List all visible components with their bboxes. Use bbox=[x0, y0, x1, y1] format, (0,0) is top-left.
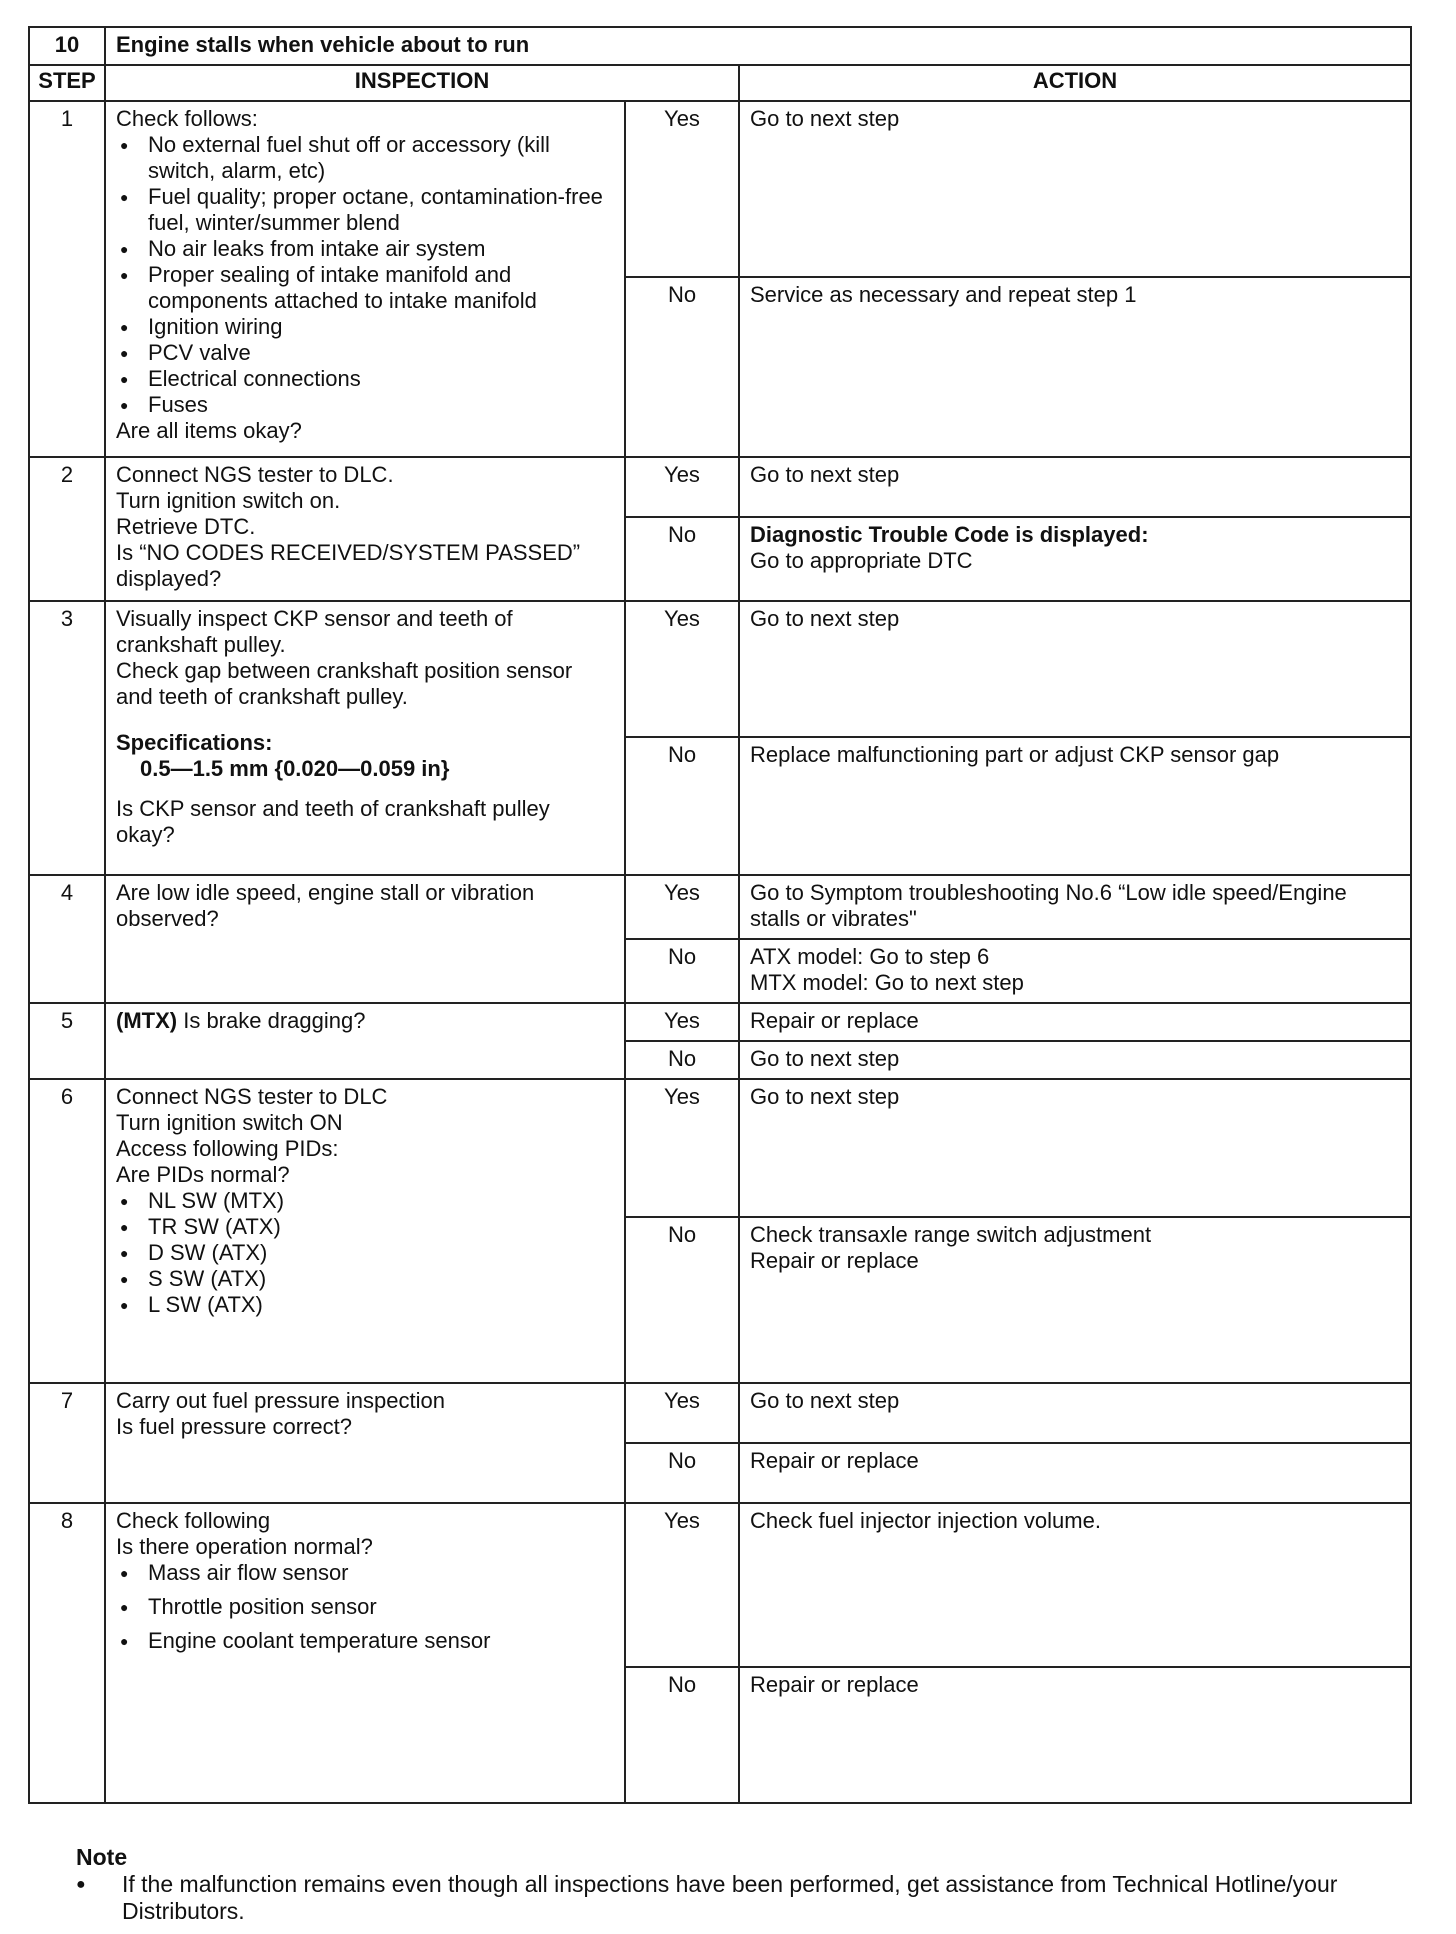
no-action: Service as necessary and repeat step 1 bbox=[739, 277, 1411, 457]
inspection-question: Are all items okay? bbox=[116, 418, 302, 443]
inspection-line: Retrieve DTC. bbox=[116, 514, 256, 539]
yes-label: Yes bbox=[625, 101, 739, 277]
no-action-line: Check transaxle range switch adjustment bbox=[750, 1222, 1152, 1247]
table-row bbox=[29, 1079, 1411, 1217]
yes-action: Go to Symptom troubleshooting No.6 “Low idle speed/Engine stalls or vibrates" bbox=[739, 875, 1411, 939]
pid-list bbox=[116, 1188, 614, 1318]
inspection-line: Access following PIDs: bbox=[116, 1136, 339, 1161]
yes-action: Go to next step bbox=[739, 457, 1411, 517]
list-item: ● D SW (ATX) bbox=[116, 1240, 614, 1266]
note-section bbox=[76, 1844, 1416, 1925]
yes-action: Check fuel injector injection volume. bbox=[739, 1503, 1411, 1667]
list-item: ● No external fuel shut off or accessory (kill switch, alarm, etc) bbox=[116, 132, 614, 184]
list-item: ● Fuel quality; proper octane, contamination-free fuel, winter/summer blend bbox=[116, 184, 614, 236]
yes-label: Yes bbox=[625, 1503, 739, 1667]
yes-label: Yes bbox=[625, 875, 739, 939]
yes-action: Go to next step bbox=[739, 1079, 1411, 1217]
troubleshooting-sheet bbox=[28, 26, 1410, 1804]
inspection-cell bbox=[105, 1079, 625, 1383]
model-prefix: (MTX) bbox=[116, 1008, 178, 1033]
yes-label: Yes bbox=[625, 1383, 739, 1443]
inspection-line: Connect NGS tester to DLC bbox=[116, 1084, 388, 1109]
no-label: No bbox=[625, 517, 739, 601]
no-action: Replace malfunctioning part or adjust CKP sensor gap bbox=[739, 737, 1411, 875]
step-number: 1 bbox=[29, 101, 105, 457]
yes-action: Repair or replace bbox=[739, 1003, 1411, 1041]
table-row bbox=[29, 875, 1411, 939]
procedure-title: Engine stalls when vehicle about to run bbox=[105, 27, 1411, 65]
header-action: ACTION bbox=[739, 65, 1411, 101]
inspection-line: Carry out fuel pressure inspection bbox=[116, 1388, 445, 1413]
no-label: No bbox=[625, 1041, 739, 1079]
inspection-line: Connect NGS tester to DLC. bbox=[116, 462, 394, 487]
step-number: 2 bbox=[29, 457, 105, 601]
no-label: No bbox=[625, 277, 739, 457]
list-item: ● TR SW (ATX) bbox=[116, 1214, 614, 1240]
no-label: No bbox=[625, 1443, 739, 1503]
yes-action: Go to next step bbox=[739, 101, 1411, 277]
yes-label: Yes bbox=[625, 601, 739, 737]
no-action-line: Repair or replace bbox=[750, 1248, 919, 1273]
list-item: ● Mass air flow sensor bbox=[116, 1560, 614, 1586]
table-row bbox=[29, 457, 1411, 517]
inspection-question: Is fuel pressure correct? bbox=[116, 1414, 352, 1439]
inspection-question: Is “NO CODES RECEIVED/SYSTEM PASSED” displayed? bbox=[116, 540, 581, 591]
inspection-lead: Check follows: bbox=[116, 106, 258, 131]
no-label: No bbox=[625, 1667, 739, 1803]
table-row bbox=[29, 101, 1411, 277]
no-label: No bbox=[625, 939, 739, 1003]
no-action: Repair or replace bbox=[739, 1667, 1411, 1803]
step-number: 3 bbox=[29, 601, 105, 875]
list-item: ● NL SW (MTX) bbox=[116, 1188, 614, 1214]
no-action bbox=[739, 1217, 1411, 1383]
no-action: Repair or replace bbox=[739, 1443, 1411, 1503]
list-item: ● Engine coolant temperature sensor bbox=[116, 1628, 614, 1654]
yes-label: Yes bbox=[625, 1003, 739, 1041]
list-item: ● PCV valve bbox=[116, 340, 614, 366]
no-action-line: ATX model: Go to step 6 bbox=[750, 944, 990, 969]
list-item: ● S SW (ATX) bbox=[116, 1266, 614, 1292]
list-item: ● Electrical connections bbox=[116, 366, 614, 392]
inspection-question: Are PIDs normal? bbox=[116, 1162, 290, 1187]
header-inspection: INSPECTION bbox=[105, 65, 739, 101]
inspection-line: Check following bbox=[116, 1508, 271, 1533]
step-number: 7 bbox=[29, 1383, 105, 1503]
step-number: 5 bbox=[29, 1003, 105, 1079]
table-row bbox=[29, 1383, 1411, 1443]
procedure-number: 10 bbox=[29, 27, 105, 65]
no-action-line: MTX model: Go to next step bbox=[750, 970, 1024, 995]
table-header-row bbox=[29, 65, 1411, 101]
step-number: 6 bbox=[29, 1079, 105, 1383]
no-action bbox=[739, 939, 1411, 1003]
inspection-line: Turn ignition switch ON bbox=[116, 1110, 343, 1135]
inspection-cell bbox=[105, 1003, 625, 1079]
bullet-icon: ● bbox=[76, 1876, 86, 1893]
check-list bbox=[116, 132, 614, 418]
inspection-line: Check gap between crankshaft position sensor and teeth of crankshaft pulley. bbox=[116, 658, 573, 709]
inspection-cell bbox=[105, 1503, 625, 1803]
list-item: ● Proper sealing of intake manifold and components attached to intake manifold bbox=[116, 262, 614, 314]
note-item bbox=[76, 1871, 1416, 1925]
note-text: If the malfunction remains even though all inspections have been performed, get assistance from Technical Hotline/your Distributors. bbox=[122, 1871, 1338, 1924]
note-title: Note bbox=[76, 1844, 128, 1870]
inspection-question: Are low idle speed, engine stall or vibration observed? bbox=[105, 875, 625, 1003]
table-title-row bbox=[29, 27, 1411, 65]
inspection-cell bbox=[105, 601, 625, 875]
list-item: ● Fuses bbox=[116, 392, 614, 418]
sensor-list bbox=[116, 1560, 614, 1654]
yes-label: Yes bbox=[625, 457, 739, 517]
inspection-cell bbox=[105, 1383, 625, 1503]
list-item: ● No air leaks from intake air system bbox=[116, 236, 614, 262]
spec-title: Specifications: bbox=[116, 730, 273, 755]
inspection-question: Is CKP sensor and teeth of crankshaft pulley okay? bbox=[116, 796, 550, 847]
yes-action: Go to next step bbox=[739, 1383, 1411, 1443]
spec-value: 0.5—1.5 mm {0.020—0.059 in} bbox=[140, 756, 450, 781]
inspection-cell bbox=[105, 457, 625, 601]
yes-label: Yes bbox=[625, 1079, 739, 1217]
list-item: ● Throttle position sensor bbox=[116, 1594, 614, 1620]
no-action: Go to next step bbox=[739, 1041, 1411, 1079]
table-row bbox=[29, 1503, 1411, 1667]
step-number: 8 bbox=[29, 1503, 105, 1803]
no-label: No bbox=[625, 1217, 739, 1383]
inspection-line: Visually inspect CKP sensor and teeth of crankshaft pulley. bbox=[116, 606, 513, 657]
list-item: ● L SW (ATX) bbox=[116, 1292, 614, 1318]
no-label: No bbox=[625, 737, 739, 875]
troubleshooting-table bbox=[28, 26, 1412, 1804]
table-row bbox=[29, 1003, 1411, 1041]
inspection-question: Is there operation normal? bbox=[116, 1534, 373, 1559]
list-item: ● Ignition wiring bbox=[116, 314, 614, 340]
yes-action: Go to next step bbox=[739, 601, 1411, 737]
inspection-cell bbox=[105, 101, 625, 457]
inspection-question: Is brake dragging? bbox=[183, 1008, 366, 1033]
inspection-line: Turn ignition switch on. bbox=[116, 488, 341, 513]
step-number: 4 bbox=[29, 875, 105, 1003]
header-step: STEP bbox=[29, 65, 105, 101]
no-action-text: Go to appropriate DTC bbox=[750, 548, 973, 573]
no-action bbox=[739, 517, 1411, 601]
table-row bbox=[29, 601, 1411, 737]
no-action-heading: Diagnostic Trouble Code is displayed: bbox=[750, 522, 1149, 547]
